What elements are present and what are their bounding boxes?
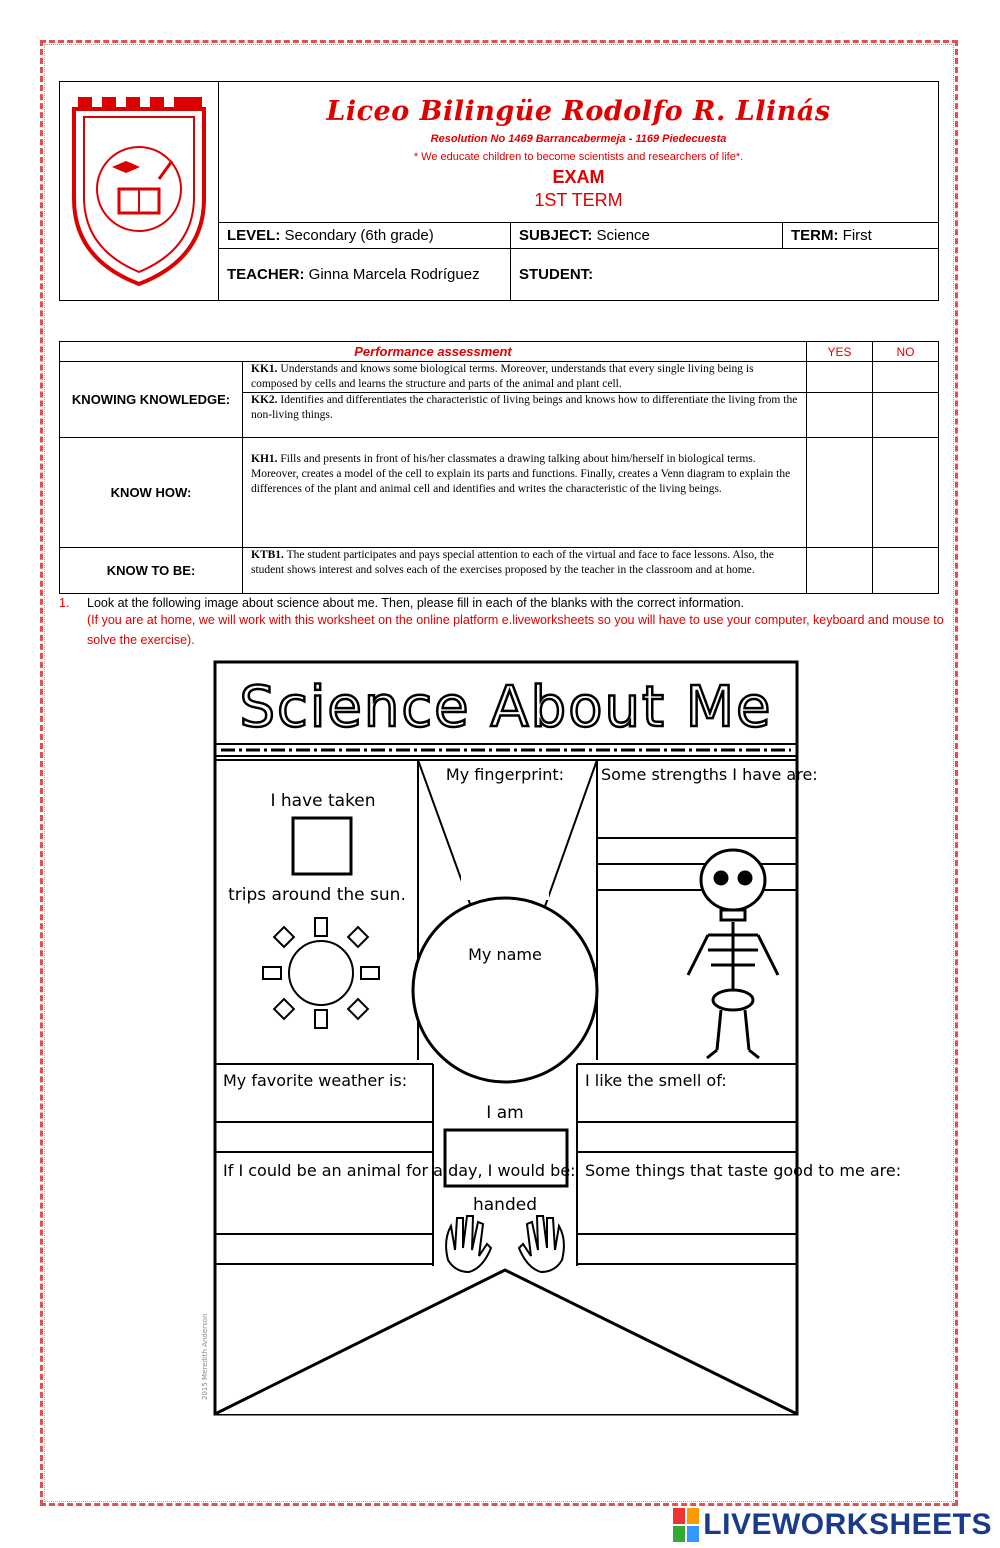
- smell-label: I like the smell of:: [585, 1071, 727, 1090]
- subject-cell: [511, 222, 783, 248]
- kk2-yes-cell[interactable]: [807, 393, 873, 438]
- strengths-label: Some strengths I have are:: [601, 765, 818, 784]
- criterion-text: Identifies and differentiates the characteristic of living beings and knows how to differentiate the living from the non-living things.: [251, 394, 798, 421]
- term-cell: [783, 222, 939, 248]
- ktb1-yes-cell[interactable]: [807, 548, 873, 594]
- sun-icon: [263, 918, 379, 1028]
- motto: * We educate children to become scientists and researchers of life*.: [413, 151, 744, 164]
- performance-table: [59, 341, 939, 594]
- fingerprint-area[interactable]: [461, 790, 549, 900]
- level-cell: [219, 222, 511, 248]
- criterion-kk2: [243, 393, 807, 438]
- subject-label: SUBJECT:: [519, 226, 593, 244]
- term-title: 1ST TERM: [534, 190, 623, 211]
- question-1: [59, 596, 949, 650]
- level-value: Secondary (6th grade): [280, 226, 434, 244]
- category-know-to-be: KNOW TO BE:: [60, 548, 243, 594]
- no-header: NO: [873, 342, 939, 362]
- criterion-text: Fills and presents in front of his/her classmates a drawing talking about him/herself in biological terms. Moreover, creates a model of the cell to explain its parts and functions. Finally, creates a Venn diagram to explain the differences of the plant and animal cell and identifies and writes the characteristic of the living beings.: [251, 453, 791, 495]
- science-about-me-worksheet: [193, 660, 902, 1416]
- worksheet-title: Science About Me: [239, 675, 773, 740]
- trips-answer-box[interactable]: [293, 818, 351, 874]
- criterion-code: KTB1.: [251, 549, 284, 561]
- teacher-cell: [219, 249, 511, 301]
- handed-label: handed: [472, 1195, 538, 1215]
- criterion-ktb1: [243, 548, 807, 594]
- term-value: First: [838, 226, 872, 244]
- ktb1-no-cell[interactable]: [873, 548, 939, 594]
- taste-label: Some things that taste good to me are:: [585, 1161, 902, 1180]
- criterion-kk1: [243, 362, 807, 393]
- level-label: LEVEL:: [227, 226, 281, 244]
- animal-label: If I could be an animal for a day, I would be:: [223, 1161, 576, 1180]
- yes-header: YES: [807, 342, 873, 362]
- school-name: Liceo Bilingüe Rodolfo R. Llinás: [326, 96, 831, 128]
- resolution: Resolution No 1469 Barrancabermeja - 1169 Piedecuesta: [430, 133, 727, 146]
- header-table: [59, 81, 939, 301]
- liveworksheets-brand: LIVEWORKSHEETS: [703, 1508, 992, 1541]
- question-number: 1.: [59, 596, 70, 610]
- fingerprint-label: My fingerprint:: [445, 765, 565, 784]
- kk2-no-cell[interactable]: [873, 393, 939, 438]
- category-know-how: KNOW HOW:: [60, 438, 243, 548]
- school-logo-cell: [60, 82, 219, 301]
- school-title-cell: [219, 82, 939, 223]
- name-label: My name: [468, 945, 542, 964]
- copyright-credit: 2015 Meredith Anderson: [201, 1313, 209, 1400]
- kk1-yes-cell[interactable]: [807, 362, 873, 393]
- exam-title: EXAM: [552, 167, 605, 188]
- question-note: (If you are at home, we will work with this worksheet on the online platform e.liveworksheets so you will have to use your computer, keyboard and mouse to solve the exercise).: [87, 613, 944, 647]
- question-text: Look at the following image about science about me. Then, please fill in each of the blanks with the correct information.: [87, 596, 745, 610]
- liveworksheets-footer: [673, 1508, 992, 1542]
- criterion-code: KK1.: [251, 363, 278, 375]
- assessment-title: Performance assessment: [60, 342, 807, 362]
- criterion-text: Understands and knows some biological terms. Moreover, understands that every single living being is composed by cells and learns the structure and parts of the animal and plant cell.: [251, 363, 754, 390]
- criterion-kh1: [243, 438, 807, 548]
- kk1-no-cell[interactable]: [873, 362, 939, 393]
- iam-label: I am: [486, 1103, 524, 1123]
- category-knowing: KNOWING KNOWLEDGE:: [60, 362, 243, 438]
- criterion-code: KK2.: [251, 394, 278, 406]
- name-circle[interactable]: [413, 898, 597, 1082]
- weather-label: My favorite weather is:: [223, 1071, 408, 1090]
- taken-label: I have taken: [270, 791, 376, 811]
- teacher-label: TEACHER:: [227, 266, 305, 283]
- kh1-yes-cell[interactable]: [807, 438, 873, 548]
- trips-label: trips around the sun.: [228, 885, 406, 905]
- criterion-code: KH1.: [251, 453, 278, 465]
- student-label: STUDENT:: [519, 266, 594, 283]
- teacher-value: Ginna Marcela Rodríguez: [304, 266, 480, 283]
- term-label: TERM:: [791, 226, 839, 244]
- liveworksheets-logo-icon: [673, 1508, 699, 1542]
- kh1-no-cell[interactable]: [873, 438, 939, 548]
- student-cell[interactable]: [511, 249, 939, 301]
- school-crest-icon: [64, 89, 214, 289]
- criterion-text: The student participates and pays special attention to each of the virtual and face to face lessons. Also, the student shows interest and solves each of the exercises proposed by the teacher in the classroom and at home.: [251, 549, 774, 576]
- subject-value: Science: [592, 226, 650, 244]
